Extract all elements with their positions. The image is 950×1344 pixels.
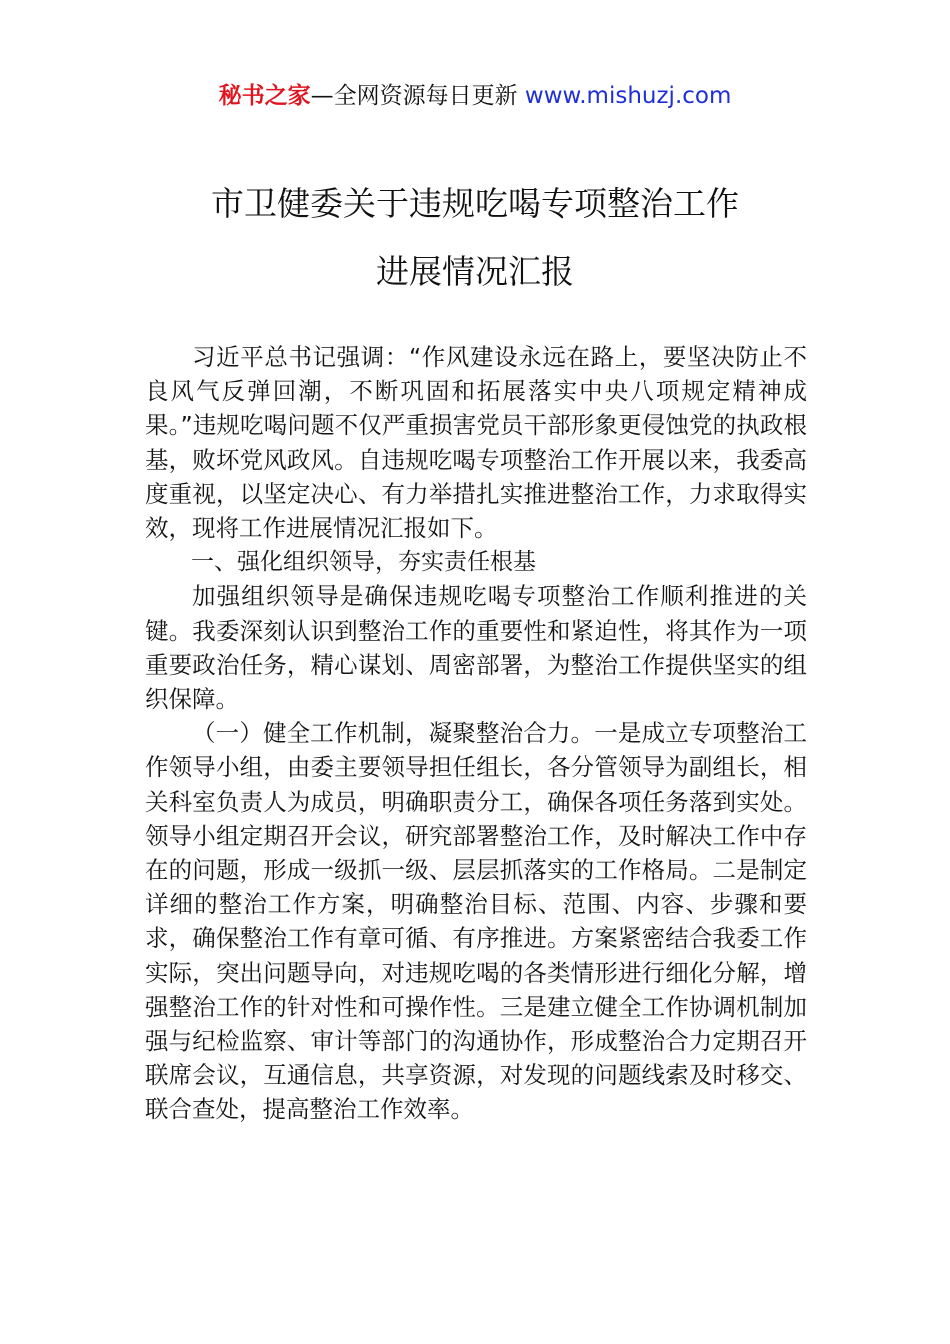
paragraph-intro: 习近平总书记强调：“作风建设永远在路上，要坚决防止不良风气反弹回潮，不断巩固和拓展落实中央八项规定精神成果。”违规吃喝问题不仅严重损害党员干部形象更侵蚀党的执政根基，败坏党风政风。自违规吃喝专项整治工作开展以来，我委高度重视，以坚定决心、有力举措扎实推进整治工作，力求取得实效，现将工作进展情况汇报如下。 [145, 343, 807, 543]
section-heading-1: 一、强化组织领导，夯实责任根基 [191, 549, 536, 576]
document-body [145, 340, 807, 1127]
header-slogan: —全网资源每日更新 [310, 83, 525, 109]
document-title-line-1: 市卫健委关于违规吃喝专项整治工作 [211, 184, 739, 223]
site-header [0, 80, 950, 112]
paragraph-subsection-1: （一）健全工作机制，凝聚整治合力。一是成立专项整治工作领导小组，由委主要领导担任组长，各分管领导为副组长，相关科室负责人为成员，明确职责分工，确保各项任务落到实处。领导小组定期召开会议，研究部署整治工作，及时解决工作中存在的问题，形成一级抓一级、层层抓落实的工作格局。二是制定详细的整治工作方案，明确整治目标、范围、内容、步骤和要求，确保整治工作有章可循、有序推进。方案紧密结合我委工作实际，突出问题导向，对违规吃喝的各类情形进行细化分解，增强整治工作的针对性和可操作性。三是建立健全工作协调机制加强与纪检监察、审计等部门的沟通协作，形成整治合力定期召开联席会议，互通信息，共享资源，对发现的问题线索及时移交、联合查处，提高整治工作效率。 [145, 719, 807, 1124]
brand-name: 秘书之家 [218, 83, 311, 109]
site-url-link[interactable]: www.mishuzj.com [524, 83, 732, 109]
document-title-line-2: 进展情况汇报 [376, 252, 574, 291]
paragraph-section-1-intro: 加强组织领导是确保违规吃喝专项整治工作顺利推进的关键。我委深刻认识到整治工作的重要性和紧迫性，将其作为一项重要政治任务，精心谋划、周密部署，为整治工作提供坚实的组织保障。 [145, 582, 807, 714]
